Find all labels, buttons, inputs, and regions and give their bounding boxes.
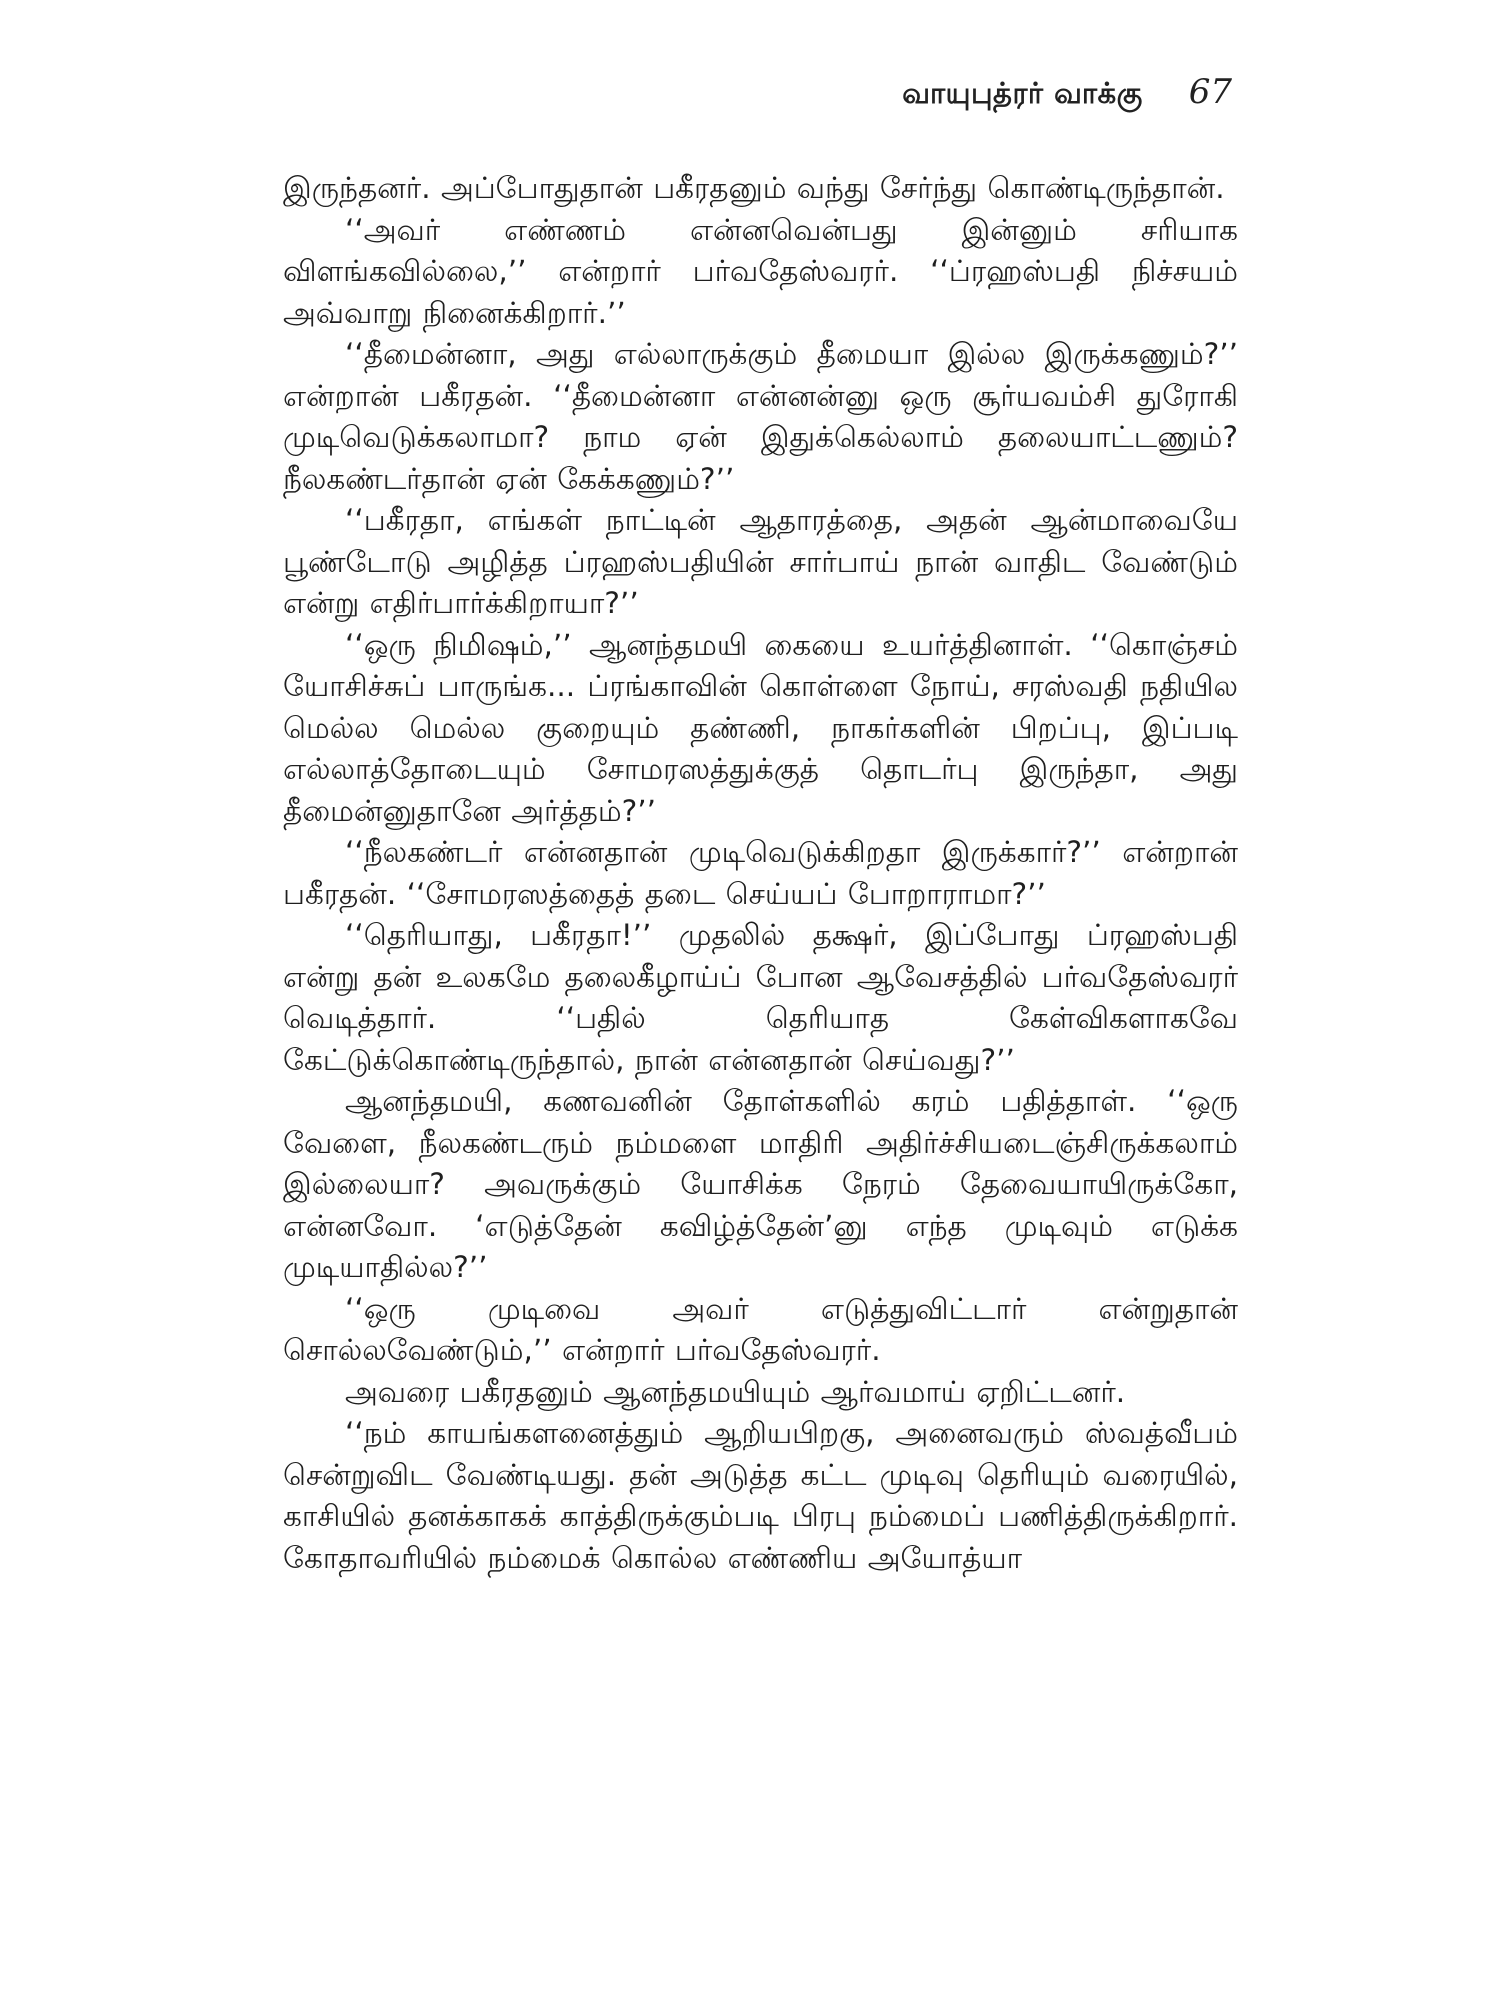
running-title: வாயுபுத்ரர் வாக்கு: [902, 76, 1143, 110]
body-text: [283, 168, 1238, 1579]
paragraph: ஆனந்தமயி, கணவனின் தோள்களில் கரம் பதித்தாள். ‘‘ஒரு வேளை, நீலகண்டரும் நம்மளை மாதிரி அதிர்ச்சியடைஞ்சிருக்கலாம் இல்லையா? அவருக்கும் யோசிக்க நேரம் தேவையாயிருக்கோ, என்னவோ. ‘எடுத்தேன் கவிழ்த்தேன்’னு எந்த முடிவும் எடுக்க முடியாதில்ல?’’: [283, 1084, 1238, 1284]
running-header: [902, 72, 1232, 114]
paragraph: ‘‘ஒரு முடிவை அவர் எடுத்துவிட்டார் என்றுதான் சொல்லவேண்டும்,’’ என்றார் பர்வதேஸ்வரர்.: [283, 1291, 1238, 1367]
paragraph: ‘‘தீமைன்னா, அது எல்லாருக்கும் தீமையா இல்ல இருக்கணும்?’’ என்றான் பகீரதன். ‘‘தீமைன்னா என்னன்னு ஒரு சூர்யவம்சி துரோகி முடிவெடுக்கலாமா? நாம ஏன் இதுக்கெல்லாம் தலையாட்டணும்? நீலகண்டர்தான் ஏன் கேக்கணும்?’’: [283, 337, 1238, 496]
paragraph: ‘‘பகீரதா, எங்கள் நாட்டின் ஆதாரத்தை, அதன் ஆன்மாவையே பூண்டோடு அழித்த ப்ரஹஸ்பதியின் சார்பாய் நான் வாதிட வேண்டும் என்று எதிர்பார்க்கிறாயா?’’: [283, 503, 1238, 620]
paragraph: இருந்தனர். அப்போதுதான் பகீரதனும் வந்து சேர்ந்து கொண்டிருந்தான்.: [283, 171, 1225, 205]
paragraph: ‘‘நம் காயங்களனைத்தும் ஆறியபிறகு, அனைவரும் ஸ்வத்வீபம் சென்றுவிட வேண்டியது. தன் அடுத்த கட்ட முடிவு தெரியும் வரையில், காசியில் தனக்காகக் காத்திருக்கும்படி பிரபு நம்மைப் பணித்திருக்கிறார். கோதாவரியில் நம்மைக் கொல்ல எண்ணிய அயோத்யா: [283, 1416, 1238, 1575]
page-number: 67: [1188, 72, 1232, 112]
paragraph: ‘‘அவர் எண்ணம் என்னவென்பது இன்னும் சரியாக விளங்கவில்லை,’’ என்றார் பர்வதேஸ்வரர். ‘‘ப்ரஹஸ்பதி நிச்சயம் அவ்வாறு நினைக்கிறார்.’’: [283, 212, 1238, 330]
paragraph: ‘‘நீலகண்டர் என்னதான் முடிவெடுக்கிறதா இருக்கார்?’’ என்றான் பகீரதன். ‘‘சோமரஸத்தைத் தடை செய்யப் போறாராமா?’’: [283, 835, 1238, 911]
paragraph: ‘‘ஒரு நிமிஷம்,’’ ஆனந்தமயி கையை உயர்த்தினாள். ‘‘கொஞ்சம் யோசிச்சுப் பாருங்க... ப்ரங்காவின் கொள்ளை நோய், சரஸ்வதி நதியில மெல்ல மெல்ல குறையும் தண்ணி, நாகர்களின் பிறப்பு, இப்படி எல்லாத்தோடையும் சோமரஸத்துக்குத் தொடர்பு இருந்தா, அது தீமைன்னுதானே அர்த்தம்?’’: [283, 627, 1238, 828]
paragraph: அவரை பகீரதனும் ஆனந்தமயியும் ஆர்வமாய் ஏறிட்டனர்.: [345, 1374, 1126, 1409]
paragraph: ‘‘தெரியாது, பகீரதா!’’ முதலில் தக்ஷர், இப்போது ப்ரஹஸ்பதி என்று தன் உலகமே தலைகீழாய்ப் போன ஆவேசத்தில் பர்வதேஸ்வரர் வெடித்தார். ‘‘பதில் தெரியாத கேள்விகளாகவே கேட்டுக்கொண்டிருந்தால், நான் என்னதான் செய்வது?’’: [283, 918, 1238, 1077]
